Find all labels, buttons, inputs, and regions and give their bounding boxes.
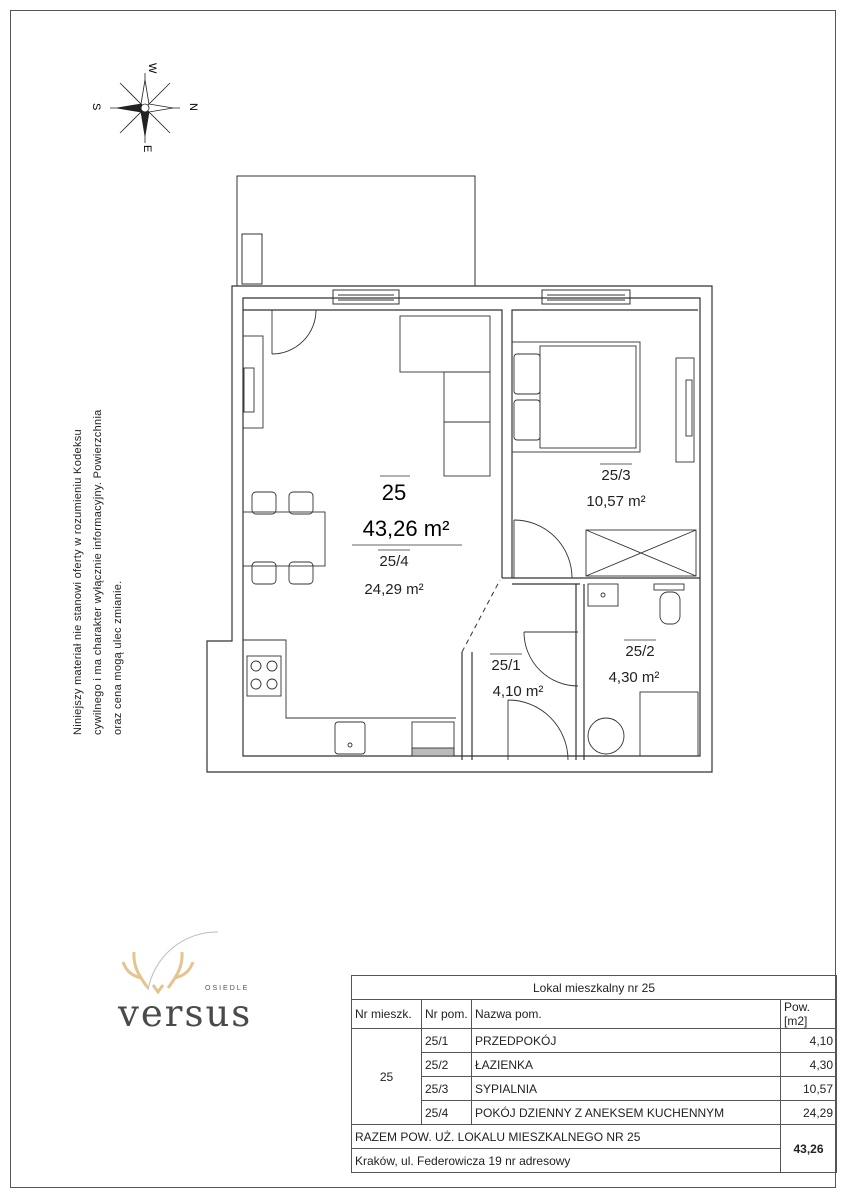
address: Kraków, ul. Federowicza 19 nr adresowy xyxy=(352,1149,781,1173)
total-value: 43,26 xyxy=(781,1125,837,1173)
header-nr-mieszk: Nr mieszk. xyxy=(352,1000,422,1029)
compass-rose-icon xyxy=(110,73,180,143)
header-pow: Pow.[m2] xyxy=(781,1000,837,1029)
room-id-25-1: 25/1 xyxy=(491,657,521,674)
table-title: Lokal mieszkalny nr 25 xyxy=(352,976,837,1000)
kitchen-counter xyxy=(243,640,456,756)
table-row: 25/2 xyxy=(422,1053,472,1077)
balcony xyxy=(237,176,475,286)
wardrobe xyxy=(586,530,696,576)
unit-number: 25 xyxy=(352,1029,422,1125)
sofa xyxy=(400,316,490,476)
room-area-25-3: 10,57 m² xyxy=(586,493,646,510)
header-nazwa: Nazwa pom. xyxy=(472,1000,781,1029)
apartment-number: 25 xyxy=(381,480,407,505)
compass-w: W xyxy=(146,63,158,74)
room-area-25-4: 24,29 m² xyxy=(364,581,424,598)
dining-table xyxy=(243,492,325,584)
table-row: 25/4 xyxy=(422,1101,472,1125)
area-table: Lokal mieszkalny nr 25 Nr mieszk. Nr pom. Nazwa pom. Pow.[m2] 25 25/1 PRZEDPOKÓJ 4,10 25/2 ŁAZIENKA 4,30 25/3 SYPIALNIA 10,57 25/4 POKÓJ DZIENNY Z ANEKSEM KUCHENNYM 24,29 RAZEM POW. UŻ. LOKALU MIESZKALNEGO NR 25 43,26 Kraków, ul. Federowicza 19 nr adresowy xyxy=(351,975,837,1173)
tv-unit xyxy=(243,336,263,428)
versus-logo xyxy=(108,930,268,1060)
door-balcony xyxy=(272,310,316,354)
logo-wordmark: versus xyxy=(118,992,253,1035)
total-label: RAZEM POW. UŻ. LOKALU MIESZKALNEGO NR 25 xyxy=(352,1125,781,1149)
door-bedroom xyxy=(514,520,572,578)
header-nr-pom: Nr pom. xyxy=(422,1000,472,1029)
disclaimer-text: Niniejszy materiał nie stanowi oferty w rozumieniu Kodeksu cywilnego i ma charakter wyłącznie informacyjny. Powierzchnia oraz cena mogą ulec zmianie. xyxy=(72,409,124,735)
compass-s: S xyxy=(90,103,102,111)
room-area-25-1: 4,10 m² xyxy=(492,683,544,700)
compass-n: N xyxy=(187,103,199,111)
apartment-total-area: 43,26 m² xyxy=(362,516,450,541)
logo-subtitle: OSIEDLE xyxy=(205,985,250,992)
table-row: 25/1 xyxy=(422,1029,472,1053)
table-row: 25/3 xyxy=(422,1077,472,1101)
room-id-25-2: 25/2 xyxy=(625,643,655,660)
compass-e: E xyxy=(141,145,153,153)
door-bathroom xyxy=(524,632,578,686)
door-entrance xyxy=(508,700,568,760)
room-id-25-4: 25/4 xyxy=(379,553,409,570)
interior-walls xyxy=(243,310,700,760)
bed xyxy=(512,342,694,462)
room-id-25-3: 25/3 xyxy=(601,467,631,484)
room-area-25-2: 4,30 m² xyxy=(608,669,660,686)
